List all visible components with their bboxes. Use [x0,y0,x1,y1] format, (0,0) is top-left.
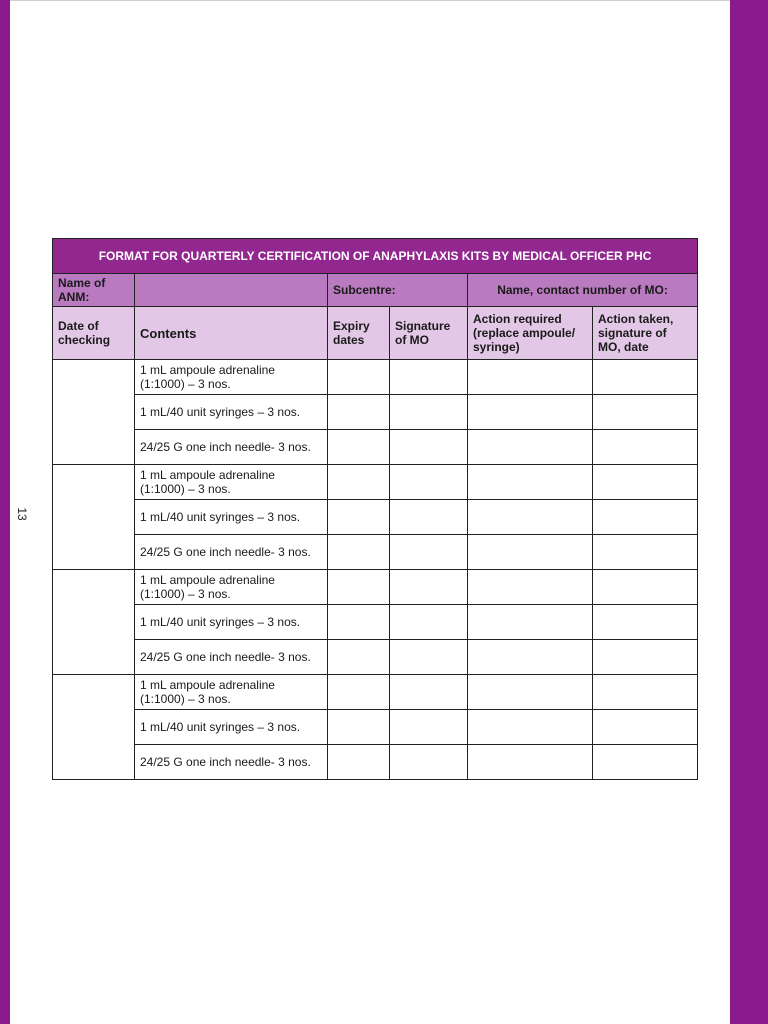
expiry-cell[interactable] [328,535,390,570]
action-required-cell[interactable] [468,570,593,605]
mo-contact-label: Name, contact number of MO: [468,274,698,307]
header-action-required [468,307,593,360]
certification-form-table [52,238,698,780]
action-required-cell[interactable] [468,465,593,500]
content-item: 1 mL ampoule adrenaline (1:1000) – 3 nos. [135,360,328,395]
signature-cell[interactable] [390,430,468,465]
action-taken-cell[interactable] [593,710,698,745]
right-margin-bar [730,0,768,1024]
header-action-required-line1: Action required [473,312,562,326]
table-row [53,395,698,430]
header-action-required-line2: (replace ampoule/ syringe) [473,326,576,354]
signature-cell[interactable] [390,745,468,780]
table-row [53,570,698,605]
page-top-border [10,0,730,1]
form-info-row [53,274,698,307]
content-item: 1 mL ampoule adrenaline (1:1000) – 3 nos. [135,465,328,500]
action-taken-cell[interactable] [593,745,698,780]
content-item: 24/25 G one inch needle- 3 nos. [135,430,328,465]
action-required-cell[interactable] [468,605,593,640]
header-action-taken-line2: signature of MO, date [598,326,667,354]
action-required-cell[interactable] [468,500,593,535]
action-taken-cell[interactable] [593,500,698,535]
action-taken-cell[interactable] [593,395,698,430]
signature-cell[interactable] [390,570,468,605]
action-required-cell[interactable] [468,675,593,710]
header-expiry-dates: Expiry dates [328,307,390,360]
table-row [53,465,698,500]
signature-cell[interactable] [390,465,468,500]
signature-cell[interactable] [390,360,468,395]
action-taken-cell[interactable] [593,675,698,710]
expiry-cell[interactable] [328,570,390,605]
table-row [53,535,698,570]
action-required-cell[interactable] [468,535,593,570]
signature-cell[interactable] [390,500,468,535]
header-action-taken [593,307,698,360]
header-signature-of-mo: Signature of MO [390,307,468,360]
table-row [53,745,698,780]
content-item: 1 mL/40 unit syringes – 3 nos. [135,395,328,430]
content-item: 1 mL ampoule adrenaline (1:1000) – 3 nos. [135,570,328,605]
expiry-cell[interactable] [328,710,390,745]
expiry-cell[interactable] [328,360,390,395]
header-contents: Contents [135,307,328,360]
table-row [53,710,698,745]
date-of-checking-cell[interactable] [53,675,135,780]
table-row [53,430,698,465]
content-item: 24/25 G one inch needle- 3 nos. [135,745,328,780]
table-row [53,605,698,640]
action-taken-cell[interactable] [593,535,698,570]
action-required-cell[interactable] [468,745,593,780]
table-row [53,675,698,710]
content-item: 24/25 G one inch needle- 3 nos. [135,535,328,570]
table-row [53,640,698,675]
expiry-cell[interactable] [328,605,390,640]
expiry-cell[interactable] [328,500,390,535]
action-taken-cell[interactable] [593,605,698,640]
signature-cell[interactable] [390,710,468,745]
action-required-cell[interactable] [468,360,593,395]
content-item: 24/25 G one inch needle- 3 nos. [135,640,328,675]
signature-cell[interactable] [390,395,468,430]
action-taken-cell[interactable] [593,360,698,395]
content-item: 1 mL/40 unit syringes – 3 nos. [135,710,328,745]
left-margin-bar [0,0,10,1024]
date-of-checking-cell[interactable] [53,465,135,570]
expiry-cell[interactable] [328,675,390,710]
action-required-cell[interactable] [468,710,593,745]
expiry-cell[interactable] [328,640,390,675]
expiry-cell[interactable] [328,465,390,500]
header-action-taken-line1: Action taken, [598,312,674,326]
signature-cell[interactable] [390,605,468,640]
action-taken-cell[interactable] [593,430,698,465]
signature-cell[interactable] [390,675,468,710]
date-of-checking-cell[interactable] [53,570,135,675]
form-title: FORMAT FOR QUARTERLY CERTIFICATION OF ANAPHYLAXIS KITS BY MEDICAL OFFICER PHC [53,239,698,274]
name-of-anm-field[interactable] [135,274,328,307]
subcentre-label: Subcentre: [328,274,468,307]
name-of-anm-label: Name of ANM: [53,274,135,307]
content-item: 1 mL/40 unit syringes – 3 nos. [135,605,328,640]
content-item: 1 mL/40 unit syringes – 3 nos. [135,500,328,535]
action-taken-cell[interactable] [593,570,698,605]
action-required-cell[interactable] [468,430,593,465]
signature-cell[interactable] [390,640,468,675]
action-required-cell[interactable] [468,640,593,675]
form-title-row [53,239,698,274]
action-taken-cell[interactable] [593,640,698,675]
expiry-cell[interactable] [328,395,390,430]
action-taken-cell[interactable] [593,465,698,500]
content-item: 1 mL ampoule adrenaline (1:1000) – 3 nos. [135,675,328,710]
header-date-of-checking: Date of checking [53,307,135,360]
action-required-cell[interactable] [468,395,593,430]
expiry-cell[interactable] [328,745,390,780]
expiry-cell[interactable] [328,430,390,465]
date-of-checking-cell[interactable] [53,360,135,465]
table-row [53,360,698,395]
table-row [53,500,698,535]
column-header-row [53,307,698,360]
signature-cell[interactable] [390,535,468,570]
page-number: 13 [15,507,29,521]
